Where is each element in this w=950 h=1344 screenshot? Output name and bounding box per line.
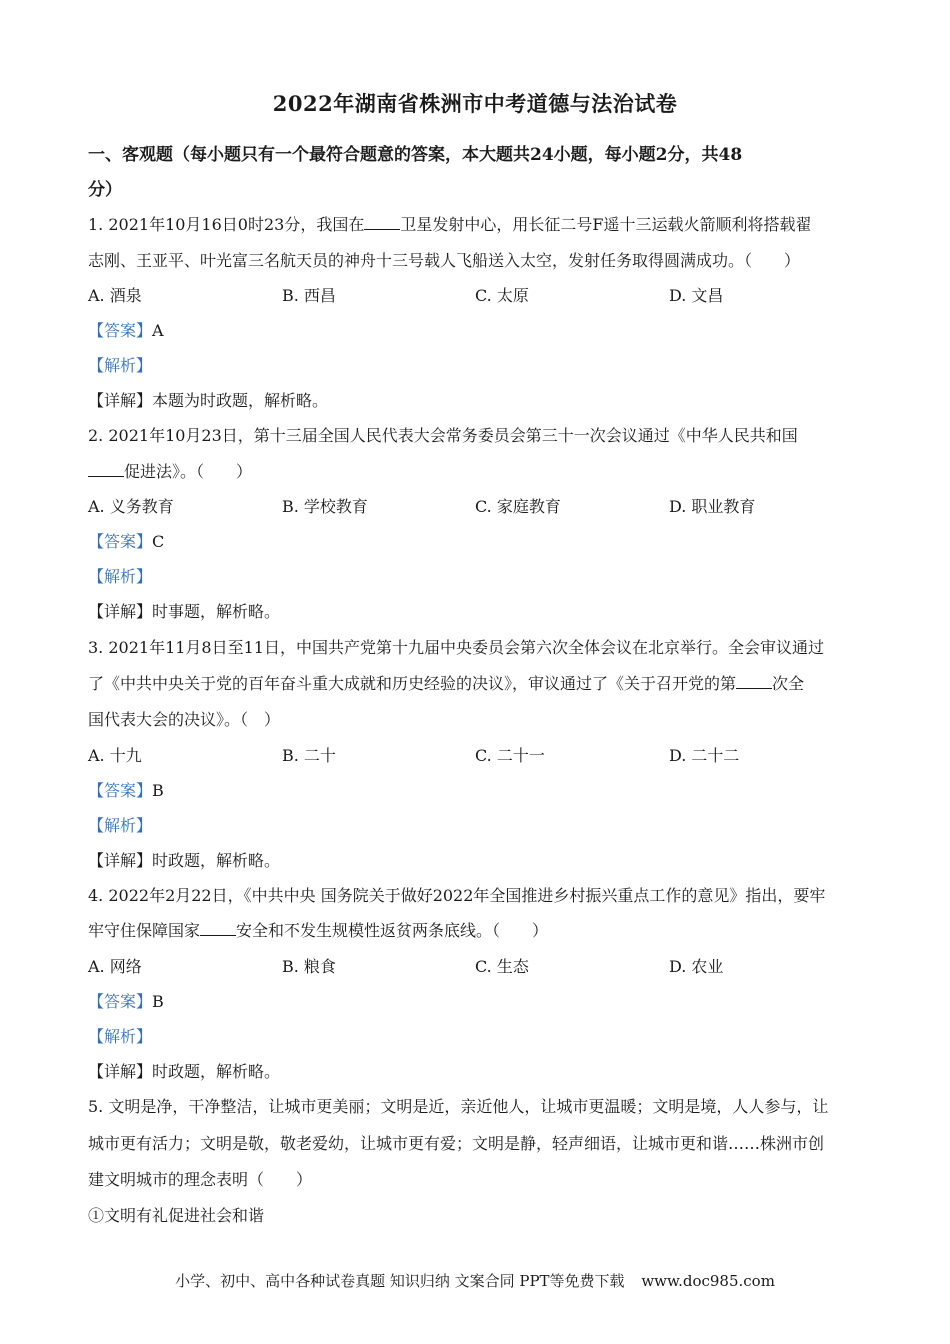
q3-option-c: C. 二十一: [475, 746, 545, 765]
detail-text: 本题为时政题，解析略。: [152, 391, 329, 410]
detail-tag: 【详解】: [88, 602, 153, 621]
q1-option-b: B. 西昌: [282, 286, 336, 305]
q4-detail: [88, 1061, 280, 1083]
detail-tag: 【详解】: [88, 1062, 153, 1081]
detail-text: 时政题，解析略。: [152, 851, 281, 870]
question-5-line1: 5. 文明是净，干净整洁，让城市更美丽；文明是近，亲近他人，让城市更温暖；文明是境，人人参与，让: [88, 1097, 829, 1116]
q2-answer: [88, 531, 164, 553]
footer-url[interactable]: www.doc985.com: [641, 1272, 775, 1290]
question-1-line2: 志刚、王亚平、叶光富三名航天员的神舟十三号载人飞船送入太空，发射任务取得圆满成功。（ ）: [88, 251, 801, 270]
q2-option-a: A. 义务教育: [88, 497, 174, 516]
question-4-line2: [88, 920, 548, 942]
q3-option-d: D. 二十二: [669, 746, 740, 765]
q2-option-d: D. 职业教育: [669, 497, 756, 516]
detail-text: 时政题，解析略。: [152, 1062, 281, 1081]
q2-detail: [88, 601, 280, 623]
detail-tag: 【详解】: [88, 851, 153, 870]
fill-blank: [364, 215, 400, 230]
question-5-line2: 城市更有活力；文明是敬，敬老爱幼，让城市更有爱；文明是静，轻声细语，让城市更和谐……株洲市创: [88, 1134, 825, 1153]
question-5-line3: 建文明城市的理念表明（ ）: [88, 1170, 313, 1189]
q2-analysis-tag: 【解析】: [88, 567, 153, 586]
page-title: 2022年湖南省株洲市中考道德与法治试卷: [272, 91, 678, 116]
q3-text-a: 了《中共中央关于党的百年奋斗重大成就和历史经验的决议》，审议通过了《关于召开党的第: [88, 674, 737, 693]
answer-tag: 【答案】: [88, 992, 153, 1011]
footer-text: 小学、初中、高中各种试卷真题 知识归纳 文案合同 PPT等免费下载: [175, 1272, 625, 1290]
page-footer: [0, 1270, 950, 1291]
q4-answer: [88, 991, 164, 1013]
q1-option-c: C. 太原: [475, 286, 529, 305]
q4-option-a: A. 网络: [88, 957, 142, 976]
q3-option-a: A. 十九: [88, 746, 142, 765]
q4-option-d: D. 农业: [669, 957, 724, 976]
q1-detail: [88, 390, 328, 412]
answer-value: B: [152, 781, 164, 800]
q1-option-a: A. 酒泉: [88, 286, 142, 305]
answer-tag: 【答案】: [88, 321, 153, 340]
q1-text-b: 卫星发射中心，用长征二号F遥十三运载火箭顺利将搭载翟: [400, 215, 812, 234]
question-3-line2: [88, 673, 804, 695]
answer-value: A: [152, 321, 164, 340]
q3-analysis-tag: 【解析】: [88, 816, 153, 835]
question-2-line1: 2. 2021年10月23日，第十三届全国人民代表大会常务委员会第三十一次会议通过《中华人民共和国: [88, 426, 798, 445]
q1-option-d: D. 文昌: [669, 286, 724, 305]
q4-option-c: C. 生态: [475, 957, 529, 976]
question-3-line1: 3. 2021年11月8日至11日，中国共产党第十九届中央委员会第六次全体会议在北京举行。全会审议通过: [88, 638, 824, 657]
q3-answer: [88, 780, 164, 802]
detail-text: 时事题，解析略。: [152, 602, 281, 621]
answer-value: B: [152, 992, 164, 1011]
q4-analysis-tag: 【解析】: [88, 1027, 153, 1046]
question-1-line1: [88, 214, 811, 236]
answer-value: C: [152, 532, 165, 551]
q3-detail: [88, 850, 280, 872]
fill-blank: [200, 921, 236, 936]
answer-tag: 【答案】: [88, 532, 153, 551]
q1-answer: [88, 320, 164, 342]
q1-text-a: 1. 2021年10月16日0时23分，我国在: [88, 215, 365, 234]
q4-option-b: B. 粮食: [282, 957, 336, 976]
q3-text-b: 次全: [772, 674, 805, 693]
fill-blank: [736, 674, 772, 689]
detail-tag: 【详解】: [88, 391, 153, 410]
fill-blank: [88, 462, 124, 477]
answer-tag: 【答案】: [88, 781, 153, 800]
q4-text-a: 牢守住保障国家: [88, 921, 201, 940]
question-5-statement-1: ①文明有礼促进社会和谐: [88, 1206, 265, 1225]
section-heading-line1: 一、客观题（每小题只有一个最符合题意的答案，本大题共24小题，每小题2分，共48: [88, 145, 743, 165]
q2-option-b: B. 学校教育: [282, 497, 368, 516]
question-2-line2: [88, 461, 252, 483]
q1-analysis-tag: 【解析】: [88, 356, 153, 375]
question-3-line3: 国代表大会的决议》。（ ）: [88, 710, 281, 729]
question-4-line1: 4. 2022年2月22日，《中共中央 国务院关于做好2022年全国推进乡村振兴重点工作的意见》指出，要牢: [88, 886, 826, 905]
q4-text-b: 安全和不发生规模性返贫两条底线。（ ）: [236, 921, 549, 940]
q2-option-c: C. 家庭教育: [475, 497, 561, 516]
q3-option-b: B. 二十: [282, 746, 336, 765]
q2-text-b: 促进法》。（ ）: [124, 462, 253, 481]
section-heading-line2: 分）: [88, 180, 122, 200]
